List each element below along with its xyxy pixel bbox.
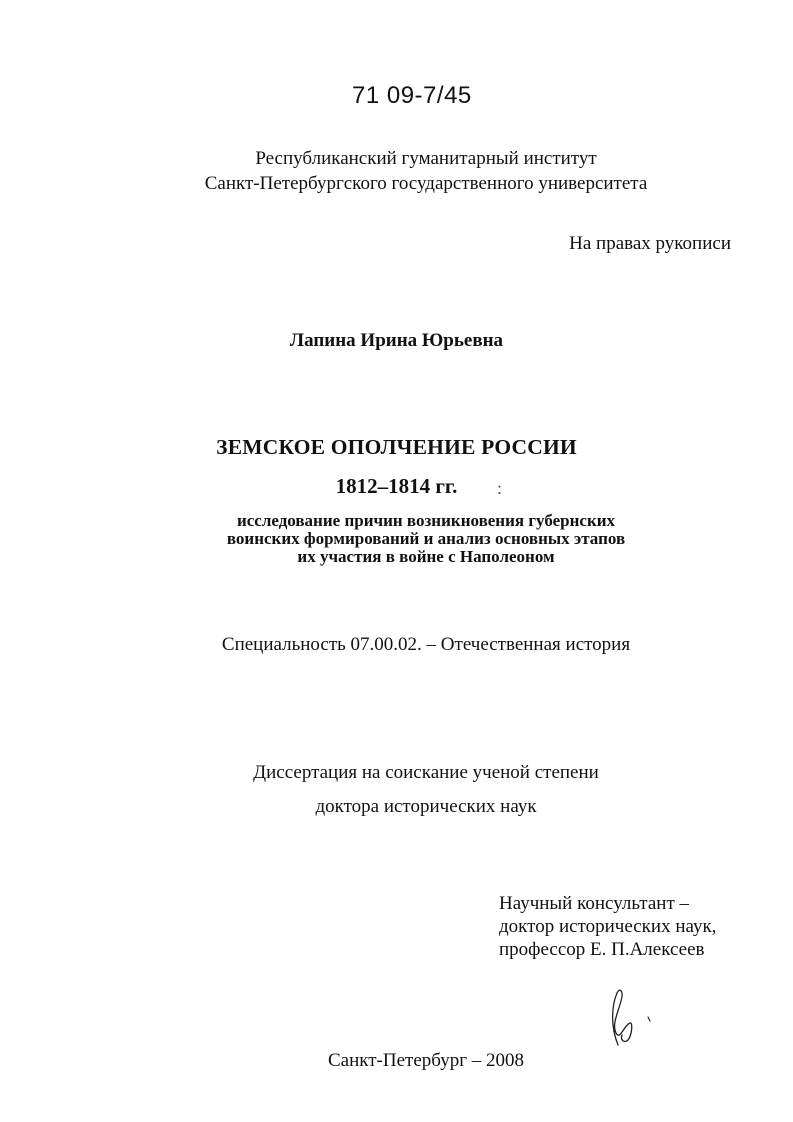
- signature-icon: [600, 985, 670, 1055]
- consultant-line-1: Научный консультант –: [499, 893, 689, 914]
- consultant-line-2: доктор исторических наук,: [499, 916, 717, 937]
- scan-speck: :: [497, 478, 503, 498]
- institution-block: [0, 146, 793, 196]
- specialty: Специальность 07.00.02. – Отечественная история: [221, 634, 631, 655]
- dissertation-title: ЗЕМСКОЕ ОПОЛЧЕНИЕ РОССИИ: [216, 435, 577, 459]
- institution-line-1: Республиканский гуманитарный институт: [255, 148, 597, 169]
- degree-line-2: доктора исторических наук: [315, 796, 537, 817]
- consultant-line-3: профессор Е. П.Алексеев: [499, 939, 705, 960]
- degree-line-1: Диссертация на соискание ученой степени: [253, 762, 599, 783]
- author-name: Лапина Ирина Юрьевна: [289, 330, 504, 351]
- city-year: Санкт-Петербург – 2008: [327, 1050, 524, 1071]
- dissertation-subtitle: [0, 512, 793, 566]
- catalog-number: 71 09-7/45: [352, 82, 472, 109]
- dissertation-years: 1812–1814 гг.: [335, 474, 458, 498]
- subtitle-line-1: исследование причин возникновения губернских: [236, 511, 616, 530]
- institution-line-2: Санкт-Петербургского государственного университета: [204, 173, 648, 194]
- rights-note: На правах рукописи: [569, 233, 731, 254]
- consultant-block: [499, 892, 716, 961]
- subtitle-line-3: их участия в войне с Наполеоном: [297, 547, 555, 566]
- subtitle-line-2: воинских формирований и анализ основных этапов: [226, 529, 626, 548]
